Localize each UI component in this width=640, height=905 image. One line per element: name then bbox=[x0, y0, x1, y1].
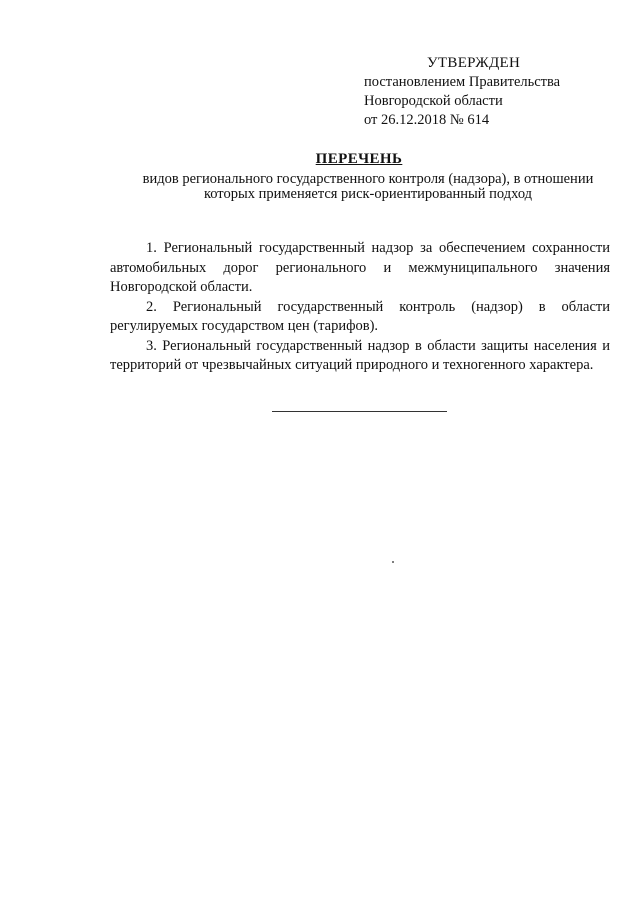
document-subtitle bbox=[130, 172, 606, 202]
items-list bbox=[110, 239, 610, 376]
approval-line-date: от 26.12.2018 № 614 bbox=[364, 112, 490, 128]
approval-stamp bbox=[364, 54, 624, 130]
scan-speck bbox=[392, 561, 394, 563]
subtitle-line-2: которых применяется риск-ориентированный подход bbox=[203, 186, 533, 202]
approval-line-region: Новгородской области bbox=[364, 93, 503, 109]
end-of-list-divider bbox=[272, 411, 447, 412]
list-item-3: 3. Региональный государственный надзор в области защиты населения и территорий от чрезвычайных ситуаций природного и техногенного характера. bbox=[110, 337, 610, 373]
list-item-2: 2. Региональный государственный контроль (надзор) в области регулируемых государством цен (тарифов). bbox=[110, 298, 610, 334]
approval-line-decree: постановлением Правительства bbox=[364, 74, 561, 90]
approval-title: УТВЕРЖДЕН bbox=[427, 55, 521, 71]
subtitle-line-1: видов регионального государственного контроля (надзора), в отношении bbox=[142, 171, 594, 187]
list-item-1: 1. Региональный государственный надзор за обеспечением сохранности автомобильных дорог регионального и межмуниципального значения Новгородской области. bbox=[110, 240, 610, 295]
document-title: ПЕРЕЧЕНЬ bbox=[315, 151, 403, 167]
